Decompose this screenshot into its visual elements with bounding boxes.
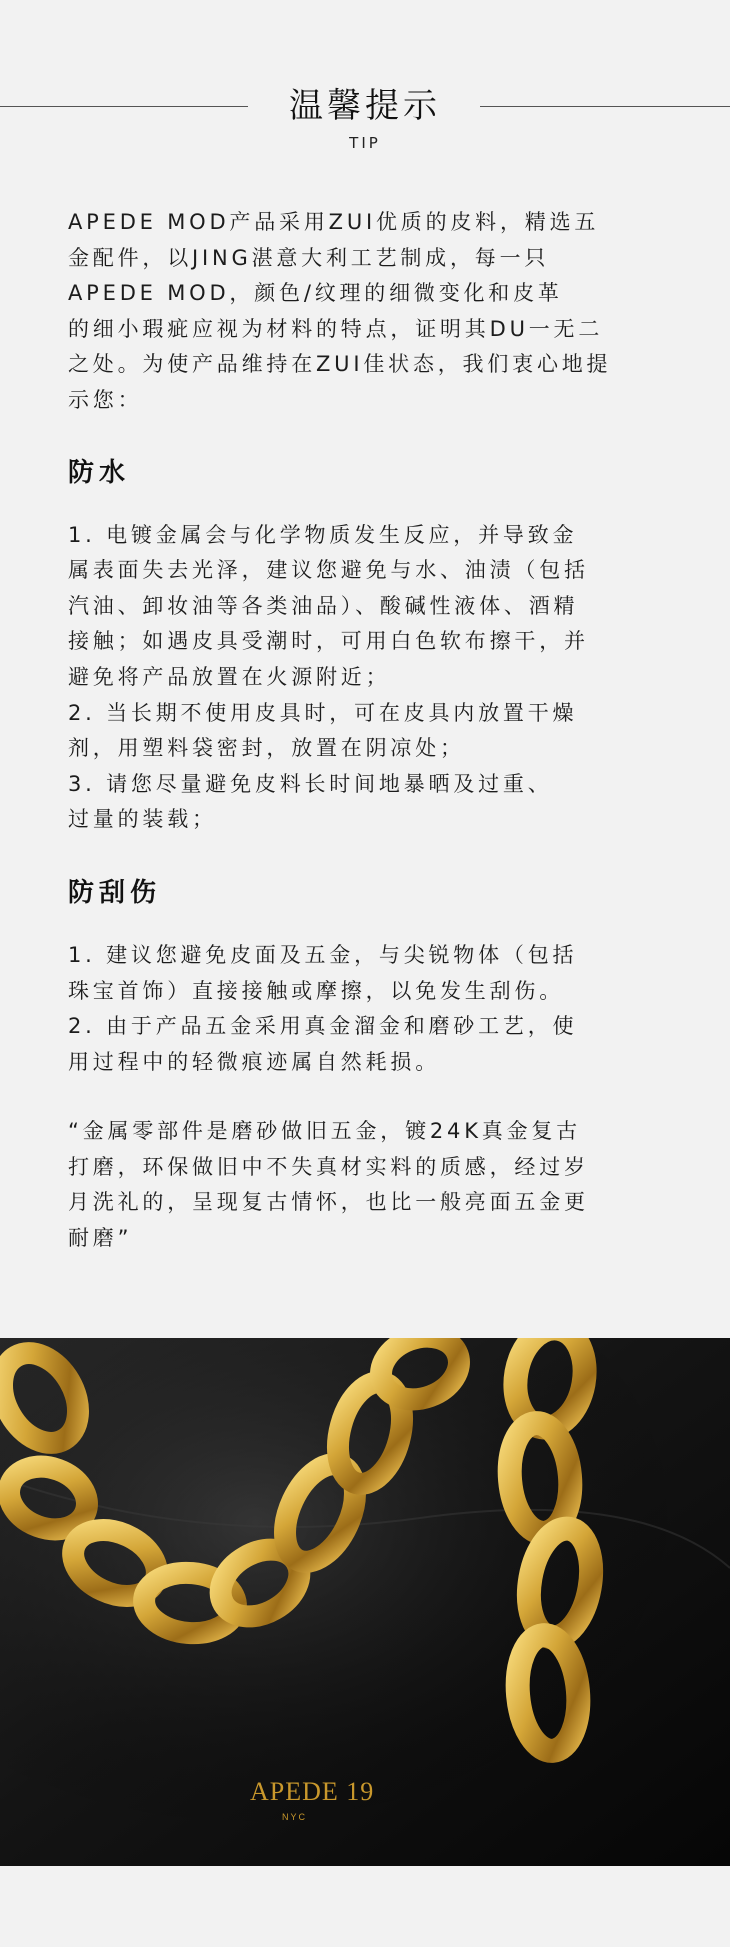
quote-line: 耐磨” [68,1226,133,1251]
waterproof-line: 剂，用塑料袋密封，放置在阴凉处； [68,736,465,761]
scratch-line: 1. 建议您避免皮面及五金，与尖锐物体（包括 [68,942,578,967]
tip-header [0,78,730,152]
intro-line: 示您： [68,387,143,412]
intro-line: 金配件，以JING湛意大利工艺制成，每一只 [68,245,550,270]
scratch-heading: 防刮伤 [68,877,162,908]
scratch-line: 珠宝首饰）直接接触或摩擦，以免发生刮伤。 [68,978,564,1003]
brand-logo-city: NYC [282,1812,308,1822]
page-subtitle: TIP [349,134,381,152]
waterproof-paragraph [68,518,688,838]
quote-line: “金属零部件是磨砂做旧五金，镀24K真金复古 [68,1119,581,1144]
scratch-line: 2. 由于产品五金采用真金溜金和磨砂工艺，使 [68,1014,578,1039]
quote-line: 打磨，环保做旧中不失真材实料的质感，经过岁 [68,1154,589,1179]
brand-logo-text: APEDE 19 [250,1777,375,1806]
intro-line: APEDE MOD产品采用ZUI优质的皮料，精选五 [68,210,600,234]
waterproof-heading: 防水 [68,457,131,488]
care-instructions [68,205,688,1257]
intro-line: APEDE MOD，颜色/纹理的细微变化和皮革 [68,281,563,306]
intro-line: 的细小瑕疵应视为材料的特点，证明其DU一无二 [68,316,604,341]
header-divider-right [480,106,730,107]
intro-paragraph [68,205,688,419]
scratch-line: 用过程中的轻微痕迹属自然耗损。 [68,1049,440,1074]
waterproof-line: 接触；如遇皮具受潮时，可用白色软布擦干，并 [68,629,589,654]
quote-paragraph [68,1114,688,1256]
waterproof-line: 过量的装载； [68,807,217,832]
gold-chain-bag-image [0,1338,730,1866]
product-photo [0,1338,730,1866]
quote-line: 月洗礼的，呈现复古情怀，也比一般亮面五金更 [68,1190,589,1215]
page-title: 温馨提示 [289,86,441,126]
waterproof-line: 1. 电镀金属会与化学物质发生反应，并导致金 [68,522,578,547]
waterproof-line: 属表面失去光泽，建议您避免与水、油渍（包括 [68,558,589,583]
waterproof-line: 3. 请您尽量避免皮料长时间地暴晒及过重、 [68,771,553,796]
waterproof-line: 2. 当长期不使用皮具时，可在皮具内放置干燥 [68,700,578,725]
waterproof-line: 汽油、卸妆油等各类油品）、酸碱性液体、酒精 [68,593,579,618]
scratch-paragraph [68,938,688,1080]
waterproof-line: 避免将产品放置在火源附近； [68,664,391,689]
intro-line: 之处。为使产品维持在ZUI佳状态，我们衷心地提 [68,352,612,377]
